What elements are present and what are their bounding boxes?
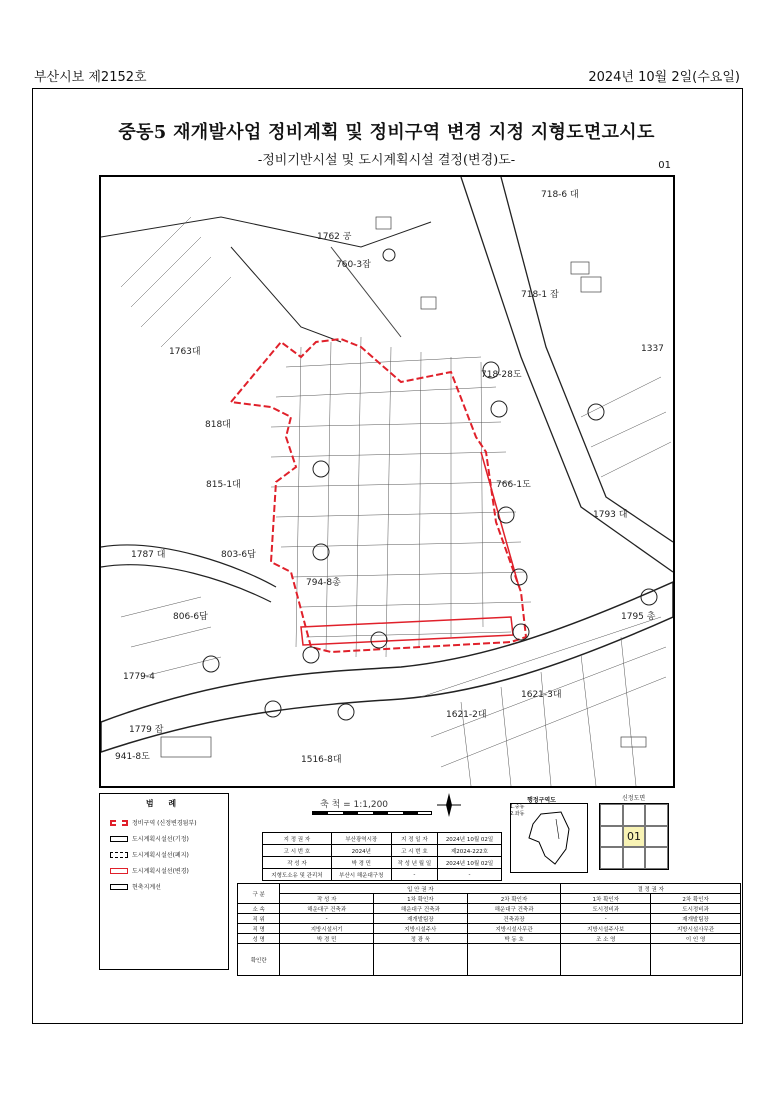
parcel-label: 818대 bbox=[205, 420, 231, 430]
table-cell: 조 소 영 bbox=[561, 934, 651, 944]
table-row bbox=[238, 924, 741, 934]
parcel-label: 1795 총 bbox=[621, 612, 656, 622]
table-cell: - bbox=[438, 869, 502, 881]
table-cell: 정 광 욱 bbox=[374, 934, 468, 944]
table-cell: 건축과장 bbox=[467, 914, 561, 924]
parcel-label: 941-8도 bbox=[115, 752, 150, 762]
north-arrow-icon bbox=[436, 792, 462, 818]
table-cell: 박 동 호 bbox=[467, 934, 561, 944]
legend bbox=[99, 793, 229, 970]
legend-swatch bbox=[110, 884, 128, 890]
district-outline bbox=[511, 804, 587, 872]
legend-label: 도시계획시설선(기정) bbox=[132, 836, 189, 843]
legend-item bbox=[110, 866, 189, 875]
legend-swatch bbox=[110, 836, 128, 842]
table-cell: 고 시 번 호 bbox=[263, 845, 332, 857]
table-cell: 지 정 일 자 bbox=[391, 833, 437, 845]
parcel-label: 1337 bbox=[641, 344, 664, 354]
parcel-label: 1779-4 bbox=[123, 672, 155, 682]
table-cell: 재개발팀장 bbox=[651, 914, 741, 924]
location-note: 1.중동 bbox=[510, 804, 525, 810]
parcel-label: 1621-3대 bbox=[521, 690, 562, 700]
parcel-label: 760-3잡 bbox=[336, 260, 371, 270]
scale-label: 축 척 = 1:1,200 bbox=[320, 800, 389, 810]
page-title: 중동5 재개발사업 정비계획 및 정비구역 변경 지정 지형도면고시도 bbox=[118, 122, 655, 143]
legend-item bbox=[110, 850, 189, 859]
table-cell: 박 경 민 bbox=[331, 857, 391, 869]
table-cell: 지방시설서기 bbox=[280, 924, 374, 934]
table-row bbox=[238, 894, 741, 904]
table-cell: - bbox=[280, 914, 374, 924]
table-cell: 구 분 bbox=[238, 884, 280, 904]
table-cell: 결 정 권 자 bbox=[561, 884, 741, 894]
table-row bbox=[238, 914, 741, 924]
table-cell bbox=[561, 944, 651, 976]
table-cell: 도시정비과 bbox=[651, 904, 741, 914]
table-row bbox=[263, 845, 502, 857]
parcel-label: 794-8총 bbox=[306, 578, 341, 588]
legend-swatch bbox=[110, 852, 128, 858]
table-cell: 재개발팀장 bbox=[374, 914, 468, 924]
current-sheet-cell[interactable]: 01 bbox=[623, 826, 646, 848]
parcel-label: 718-6 대 bbox=[541, 190, 579, 200]
parcel-label: 1762 공 bbox=[317, 232, 352, 242]
table-row bbox=[238, 944, 741, 976]
table-cell bbox=[467, 944, 561, 976]
table-cell: 지방시설사무관 bbox=[467, 924, 561, 934]
approval-table bbox=[262, 832, 502, 881]
legend-swatch bbox=[110, 868, 128, 874]
table-cell: 부산광역시장 bbox=[331, 833, 391, 845]
table-cell: 작 성 자 bbox=[280, 894, 374, 904]
legend-swatch bbox=[110, 820, 128, 826]
table-row bbox=[238, 934, 741, 944]
table-cell: 입 안 권 자 bbox=[280, 884, 561, 894]
table-cell: 제2024-222호 bbox=[438, 845, 502, 857]
table-row bbox=[263, 869, 502, 881]
table-cell: 지형도소유 및 관리처 bbox=[263, 869, 332, 881]
table-cell: 1차 확인자 bbox=[374, 894, 468, 904]
legend-label: 도시계획시설선(변경) bbox=[132, 868, 189, 875]
page-subtitle: -정비기반시설 및 도시계획시설 결정(변경)도- bbox=[257, 153, 516, 168]
location-map-title: 행정구역도 bbox=[527, 797, 556, 804]
location-note: 2.좌동 bbox=[510, 811, 525, 817]
gazette-number: 부산시보 제2152호 bbox=[34, 70, 147, 85]
table-cell: 2024년 10월 02일 bbox=[438, 833, 502, 845]
parcel-label: 1779 잡 bbox=[129, 725, 164, 735]
cadastral-map[interactable] bbox=[99, 175, 675, 788]
table-cell: 2차 확인자 bbox=[651, 894, 741, 904]
legend-item bbox=[110, 834, 189, 843]
parcel-label: 803-6답 bbox=[221, 550, 256, 560]
index-map bbox=[599, 803, 669, 870]
table-row bbox=[263, 833, 502, 845]
location-map bbox=[510, 803, 588, 873]
parcel-label: 766-1도 bbox=[496, 480, 531, 490]
publication-date: 2024년 10월 2일(수요일) bbox=[588, 70, 740, 85]
legend-item bbox=[110, 882, 161, 891]
table-row bbox=[238, 904, 741, 914]
table-cell: 해운대구 건축과 bbox=[374, 904, 468, 914]
table-cell bbox=[651, 944, 741, 976]
table-cell: - bbox=[391, 869, 437, 881]
review-table bbox=[237, 883, 741, 976]
parcel-label: 1793 대 bbox=[593, 510, 628, 520]
parcel-label: 806-6답 bbox=[173, 612, 208, 622]
map-drawing bbox=[101, 177, 673, 786]
scale-bar bbox=[312, 811, 432, 815]
table-cell: - bbox=[561, 914, 651, 924]
parcel-label: 1621-2대 bbox=[446, 710, 487, 720]
table-cell: 1차 확인자 bbox=[561, 894, 651, 904]
legend-label: 정비구역 (신정변경됨부) bbox=[132, 820, 197, 827]
table-cell: 직 명 bbox=[238, 924, 280, 934]
table-cell: 도시정비과 bbox=[561, 904, 651, 914]
table-cell: 소 속 bbox=[238, 904, 280, 914]
sheet-number: 01 bbox=[658, 160, 671, 171]
table-cell: 해운대구 건축과 bbox=[467, 904, 561, 914]
legend-label: 도시계획시설선(폐지) bbox=[132, 852, 189, 859]
table-cell: 지방시설주사 bbox=[374, 924, 468, 934]
table-cell: 2024년 10월 02일 bbox=[438, 857, 502, 869]
parcel-label: 718-1 잡 bbox=[521, 290, 559, 300]
parcel-label: 1787 대 bbox=[131, 550, 166, 560]
table-cell: 확인란 bbox=[238, 944, 280, 976]
table-cell: 지방시설주사보 bbox=[561, 924, 651, 934]
table-cell: 2024년 bbox=[331, 845, 391, 857]
parcel-label: 815-1대 bbox=[206, 480, 241, 490]
legend-label: 현축지계선 bbox=[132, 884, 161, 891]
table-cell: 작 성 년 월 일 bbox=[391, 857, 437, 869]
table-cell bbox=[280, 944, 374, 976]
table-cell: 지 정 권 자 bbox=[263, 833, 332, 845]
table-cell bbox=[374, 944, 468, 976]
legend-title: 범 례 bbox=[145, 799, 183, 808]
parcel-label: 1516-8대 bbox=[301, 755, 342, 765]
table-cell: 성 명 bbox=[238, 934, 280, 944]
table-cell: 2차 확인자 bbox=[467, 894, 561, 904]
table-cell: 고 시 번 호 bbox=[391, 845, 437, 857]
legend-item bbox=[110, 818, 197, 827]
table-cell: 작 성 자 bbox=[263, 857, 332, 869]
index-map-title: 신정도면 bbox=[622, 795, 646, 802]
table-cell: 부산시 해운대구청 bbox=[331, 869, 391, 881]
table-row bbox=[263, 857, 502, 869]
table-cell: 직 위 bbox=[238, 914, 280, 924]
table-row bbox=[238, 884, 741, 894]
parcel-label: 718-28도 bbox=[481, 370, 522, 380]
parcel-label: 1763대 bbox=[169, 347, 201, 357]
table-cell: 해운대구 건축과 bbox=[280, 904, 374, 914]
table-cell: 이 인 영 bbox=[651, 934, 741, 944]
table-cell: 지방시설사무관 bbox=[651, 924, 741, 934]
table-cell: 박 경 민 bbox=[280, 934, 374, 944]
